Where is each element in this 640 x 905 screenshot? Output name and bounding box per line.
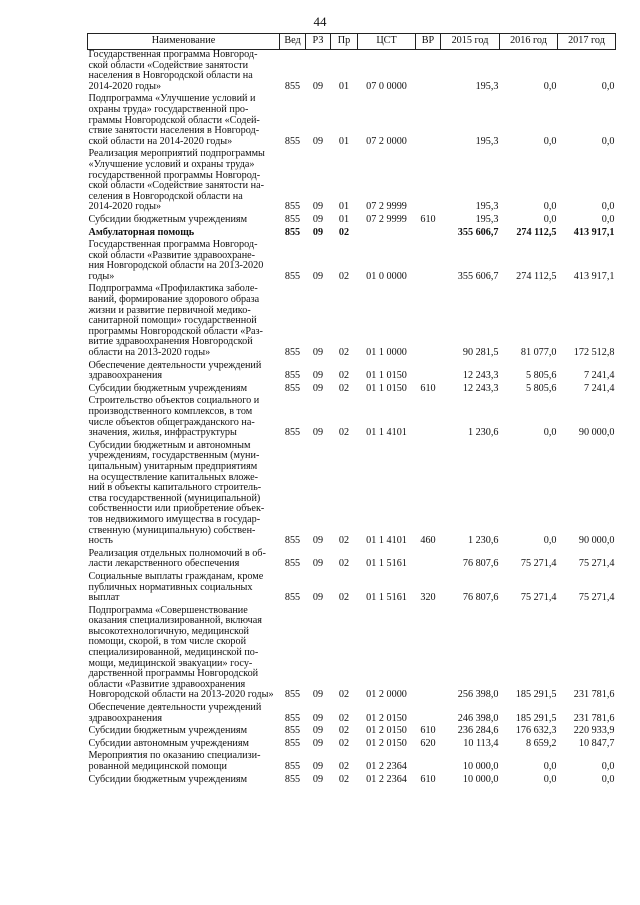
cell-pr: 02 bbox=[338, 535, 350, 547]
cell-ved: 855 bbox=[284, 558, 301, 570]
row-name-line: мощи, медицинской эвакуации» госу- bbox=[88, 657, 253, 669]
row-name bbox=[88, 751, 280, 774]
table-row bbox=[88, 361, 616, 384]
table-body bbox=[88, 50, 616, 788]
cell-pr: 02 bbox=[338, 370, 350, 382]
cell-vr: 620 bbox=[420, 737, 436, 749]
cell-y2016: 0,0 bbox=[543, 773, 557, 785]
cell-cst: 07 2 9999 bbox=[366, 213, 407, 225]
cell-vr bbox=[416, 50, 441, 95]
cell-ved: 855 bbox=[284, 773, 301, 785]
row-name-line: рованной медицинской помощи bbox=[88, 761, 227, 772]
row-name-line: числе объектов общегражданского на- bbox=[88, 416, 255, 428]
cell-y2017: 0,0 bbox=[601, 201, 615, 213]
row-name bbox=[88, 703, 280, 726]
row-name bbox=[88, 549, 280, 572]
cell-ved: 855 bbox=[284, 347, 301, 359]
cell-vr: 610 bbox=[420, 773, 436, 785]
table-row bbox=[88, 751, 616, 774]
row-name-line: Подпрограмма «Совершенствование bbox=[88, 604, 248, 616]
row-name-line: ской области «Содействие занятости на- bbox=[88, 180, 264, 192]
header-2015: 2015 год bbox=[441, 34, 500, 50]
cell-y2017: 75 271,4 bbox=[578, 558, 615, 570]
row-name-line: области «Развитие здравоохранения bbox=[88, 678, 246, 690]
row-name-line: Субсидии бюджетным учреждениям bbox=[88, 382, 248, 394]
cell-y2017: 0,0 bbox=[601, 135, 615, 147]
row-name-line: Обеспечение деятельности учреждений bbox=[88, 359, 262, 371]
table-row bbox=[88, 284, 616, 360]
row-name-line: витие здравоохранения Новгородской bbox=[88, 336, 253, 348]
cell-cst: 01 1 4101 bbox=[366, 427, 407, 439]
cell-cst: 01 1 0150 bbox=[366, 382, 407, 394]
cell-ved: 855 bbox=[284, 382, 301, 394]
cell-y2016: 274 112,5 bbox=[516, 226, 557, 238]
cell-vr: 460 bbox=[420, 535, 436, 547]
cell-y2017: 7 241,4 bbox=[583, 382, 615, 394]
cell-cst: 01 0 0000 bbox=[366, 270, 407, 282]
row-name bbox=[88, 396, 280, 440]
cell-vr: 610 bbox=[420, 725, 436, 737]
header-ved: Вед bbox=[280, 34, 306, 50]
header-vr: ВР bbox=[416, 34, 441, 50]
cell-ved: 855 bbox=[284, 270, 301, 282]
cell-y2015: 195,3 bbox=[475, 213, 499, 225]
cell-cst: 01 2 0150 bbox=[366, 737, 407, 749]
cell-pr: 02 bbox=[338, 270, 350, 282]
cell-vr bbox=[416, 703, 441, 726]
cell-cst: 01 2 2364 bbox=[366, 773, 407, 785]
table-row bbox=[88, 606, 616, 703]
row-name-line: ской области «Развитие здравоохране- bbox=[88, 249, 256, 261]
cell-y2015: 355 606,7 bbox=[457, 270, 499, 282]
cell-y2015: 195,3 bbox=[475, 80, 499, 92]
cell-y2015: 1 230,6 bbox=[467, 427, 499, 439]
cell-ved: 855 bbox=[284, 712, 301, 724]
cell-vr bbox=[416, 94, 441, 149]
cell-pr: 02 bbox=[338, 226, 350, 238]
cell-vr bbox=[416, 240, 441, 284]
row-name-line: Обеспечение деятельности учреждений bbox=[88, 702, 262, 714]
row-name-line: программы Новгородской области «Раз- bbox=[88, 325, 263, 337]
cell-cst: 01 2 0150 bbox=[366, 725, 407, 737]
cell-pr: 02 bbox=[338, 592, 350, 604]
cell-vr bbox=[416, 751, 441, 774]
cell-y2017: 7 241,4 bbox=[583, 370, 615, 382]
row-name-line: государственной программы Новгород- bbox=[88, 169, 261, 181]
row-name-line: Новгородской области на 2013-2020 годы» bbox=[88, 689, 274, 701]
row-name-line: специализированной, медицинской по- bbox=[88, 647, 259, 659]
table-header-row bbox=[88, 34, 616, 50]
table-row bbox=[88, 240, 616, 284]
cell-y2017: 0,0 bbox=[601, 773, 615, 785]
table-row bbox=[88, 215, 616, 228]
cell-y2016: 0,0 bbox=[543, 761, 557, 772]
cell-pr: 01 bbox=[338, 135, 350, 147]
row-name-line: оказания специализированной, включая bbox=[88, 615, 262, 627]
cell-cst: 01 1 4101 bbox=[366, 535, 407, 547]
row-name bbox=[88, 361, 280, 384]
cell-cst: 07 2 9999 bbox=[366, 201, 407, 213]
row-name-line: значения, жилья, инфраструктуры bbox=[88, 427, 237, 439]
table-row bbox=[88, 441, 616, 549]
cell-rz: 09 bbox=[312, 80, 324, 92]
row-name-line: ской области на 2014-2020 годы» bbox=[88, 135, 233, 147]
row-name-line: Субсидии автономным учреждениям bbox=[88, 737, 249, 749]
cell-y2015: 195,3 bbox=[475, 201, 499, 213]
row-name-line: ния Новгородской области на 2013-2020 bbox=[88, 260, 264, 272]
cell-vr: 320 bbox=[420, 592, 436, 604]
cell-pr: 02 bbox=[338, 761, 350, 772]
cell-y2016: 0,0 bbox=[543, 135, 557, 147]
row-name-line: ципальным) унитарным предприятиям bbox=[88, 460, 258, 472]
row-name bbox=[88, 572, 280, 606]
table-row bbox=[88, 549, 616, 572]
row-name-line: здравоохранения bbox=[88, 712, 163, 724]
cell-cst: 01 1 5161 bbox=[366, 558, 407, 570]
table-row bbox=[88, 572, 616, 606]
cell-rz: 09 bbox=[312, 592, 324, 604]
table-row bbox=[88, 149, 616, 215]
row-name bbox=[88, 284, 280, 360]
cell-rz: 09 bbox=[312, 427, 324, 439]
cell-vr bbox=[416, 606, 441, 703]
row-name-line: Подпрограмма «Улучшение условий и bbox=[88, 93, 256, 105]
header-2016: 2016 год bbox=[500, 34, 558, 50]
table-row bbox=[88, 94, 616, 149]
cell-rz: 09 bbox=[312, 535, 324, 547]
row-name-line: ность bbox=[88, 535, 113, 547]
cell-pr: 02 bbox=[338, 712, 350, 724]
table-row bbox=[88, 396, 616, 440]
cell-cst: 01 1 0150 bbox=[366, 370, 407, 382]
cell-rz: 09 bbox=[312, 558, 324, 570]
cell-ved: 855 bbox=[284, 427, 301, 439]
cell-y2015: 76 807,6 bbox=[462, 558, 499, 570]
row-name-line: 2014-2020 годы» bbox=[88, 201, 162, 213]
row-name-line: собственности или приобретение объек- bbox=[88, 503, 265, 515]
cell-y2016: 0,0 bbox=[543, 213, 557, 225]
row-name-line: селения в Новгородской области на bbox=[88, 190, 243, 202]
row-name-line: Амбулаторная помощь bbox=[88, 226, 195, 238]
cell-cst: 01 1 0000 bbox=[366, 347, 407, 359]
cell-rz: 09 bbox=[312, 382, 324, 394]
cell-rz: 09 bbox=[312, 773, 324, 785]
cell-y2016: 0,0 bbox=[543, 80, 557, 92]
cell-y2017: 75 271,4 bbox=[578, 592, 615, 604]
cell-y2016: 0,0 bbox=[543, 427, 557, 439]
cell-y2017: 220 933,9 bbox=[573, 725, 615, 737]
cell-y2016: 75 271,4 bbox=[520, 558, 557, 570]
cell-y2017: 231 781,6 bbox=[573, 689, 615, 701]
row-name bbox=[88, 94, 280, 149]
cell-cst: 07 2 0000 bbox=[366, 135, 407, 147]
row-name bbox=[88, 149, 280, 215]
cell-pr: 02 bbox=[338, 427, 350, 439]
header-pr: Пр bbox=[331, 34, 358, 50]
cell-vr: 610 bbox=[420, 213, 436, 225]
cell-cst: 01 2 0000 bbox=[366, 689, 407, 701]
cell-y2017: 0,0 bbox=[601, 213, 615, 225]
cell-cst: 01 1 5161 bbox=[366, 592, 407, 604]
row-name-line: Реализация отдельных полномочий в об- bbox=[88, 547, 266, 559]
row-name-line: ваний, формирование здорового образа bbox=[88, 294, 260, 306]
cell-y2015: 256 398,0 bbox=[457, 689, 499, 701]
cell-cst: 01 2 0150 bbox=[366, 712, 407, 724]
row-name-line: выплат bbox=[88, 592, 120, 604]
cell-pr: 02 bbox=[338, 382, 350, 394]
row-name-line: годы» bbox=[88, 270, 115, 282]
cell-ved: 855 bbox=[284, 135, 301, 147]
cell-rz: 09 bbox=[312, 737, 324, 749]
cell-y2015: 12 243,3 bbox=[462, 382, 499, 394]
cell-y2016: 5 805,6 bbox=[525, 382, 557, 394]
row-name bbox=[88, 775, 280, 788]
row-name-line: Государственная программа Новгород- bbox=[88, 239, 258, 251]
cell-ved: 855 bbox=[284, 592, 301, 604]
row-name-line: Подпрограмма «Профилактика заболе- bbox=[88, 283, 258, 295]
row-name-line: на осуществление капитальных вложе- bbox=[88, 471, 259, 483]
cell-y2015: 12 243,3 bbox=[462, 370, 499, 382]
table-row bbox=[88, 50, 616, 95]
row-name-line: дарственной программы Новгородской bbox=[88, 668, 259, 680]
cell-y2017: 0,0 bbox=[601, 80, 615, 92]
row-name-line: санитарной помощи» государственной bbox=[88, 315, 257, 327]
table-row bbox=[88, 775, 616, 788]
row-name-line: ства государственной (муниципальной) bbox=[88, 492, 261, 504]
cell-ved: 855 bbox=[284, 689, 301, 701]
cell-y2015: 10 000,0 bbox=[462, 773, 499, 785]
cell-vr bbox=[416, 284, 441, 360]
cell-y2017: 172 512,8 bbox=[573, 347, 615, 359]
page-number: 44 bbox=[313, 14, 327, 29]
cell-y2017: 90 000,0 bbox=[578, 427, 615, 439]
cell-y2017: 0,0 bbox=[601, 761, 615, 772]
cell-y2017: 413 917,1 bbox=[573, 270, 615, 282]
cell-y2015: 195,3 bbox=[475, 135, 499, 147]
row-name-line: ствие занятости населения в Новгород- bbox=[88, 125, 260, 137]
cell-y2016: 185 291,5 bbox=[515, 712, 557, 724]
cell-rz: 09 bbox=[312, 347, 324, 359]
row-name-line: Субсидии бюджетным и автономным bbox=[88, 439, 251, 451]
cell-y2016: 0,0 bbox=[543, 535, 557, 547]
header-2017: 2017 год bbox=[558, 34, 616, 50]
cell-ved: 855 bbox=[284, 213, 301, 225]
cell-y2017: 231 781,6 bbox=[573, 712, 615, 724]
cell-rz: 09 bbox=[312, 213, 324, 225]
row-name-line: «Улучшение условий и охраны труда» bbox=[88, 158, 255, 170]
row-name-line: здравоохранения bbox=[88, 370, 163, 382]
cell-y2015: 76 807,6 bbox=[462, 592, 499, 604]
cell-y2017: 10 847,7 bbox=[578, 737, 615, 749]
cell-vr bbox=[416, 149, 441, 215]
cell-pr: 02 bbox=[338, 689, 350, 701]
cell-rz: 09 bbox=[312, 370, 324, 382]
row-name-line: Социальные выплаты гражданам, кроме bbox=[88, 570, 264, 582]
cell-y2015: 1 230,6 bbox=[467, 535, 499, 547]
cell-ved: 855 bbox=[284, 226, 301, 238]
row-name-line: производственного комплексов, в том bbox=[88, 406, 253, 417]
cell-y2016: 8 659,2 bbox=[525, 737, 557, 749]
row-name-line: высокотехнологичную, медицинской bbox=[88, 625, 250, 637]
table-row bbox=[88, 703, 616, 726]
row-name-line: помощи, скорой, в том числе скорой bbox=[88, 636, 247, 648]
cell-pr: 02 bbox=[338, 737, 350, 749]
cell-pr: 02 bbox=[338, 558, 350, 570]
row-name bbox=[88, 606, 280, 703]
cell-y2015: 246 398,0 bbox=[457, 712, 499, 724]
cell-pr: 01 bbox=[338, 201, 350, 213]
row-name-line: Мероприятия по оказанию специализи- bbox=[88, 750, 261, 762]
cell-vr bbox=[416, 361, 441, 384]
cell-ved: 855 bbox=[284, 80, 301, 92]
row-name-line: Государственная программа Новгород- bbox=[88, 49, 258, 60]
cell-pr: 02 bbox=[338, 725, 350, 737]
row-name-line: граммы Новгородской области «Содей- bbox=[88, 114, 260, 126]
cell-y2016: 176 632,3 bbox=[515, 725, 557, 737]
header-name: Наименование bbox=[88, 34, 280, 50]
row-name-line: ласти лекарственного обеспечения bbox=[88, 558, 240, 570]
cell-vr bbox=[416, 396, 441, 440]
row-name-line: Реализация мероприятий подпрограммы bbox=[88, 148, 265, 160]
cell-ved: 855 bbox=[284, 725, 301, 737]
row-name bbox=[88, 441, 280, 549]
row-name bbox=[88, 726, 280, 739]
row-name-line: жизни и развитие первичной медико- bbox=[88, 304, 251, 316]
cell-vr bbox=[416, 549, 441, 572]
row-name-line: тов недвижимого имущества в государ- bbox=[88, 513, 261, 525]
cell-y2016: 274 112,5 bbox=[516, 270, 557, 282]
cell-rz: 09 bbox=[312, 761, 324, 772]
header-cst: ЦСТ bbox=[358, 34, 416, 50]
cell-rz: 09 bbox=[312, 712, 324, 724]
cell-y2015: 355 606,7 bbox=[457, 226, 499, 238]
cell-pr: 01 bbox=[338, 80, 350, 92]
cell-ved: 855 bbox=[284, 737, 301, 749]
cell-rz: 09 bbox=[312, 689, 324, 701]
row-name-line: Субсидии бюджетным учреждениям bbox=[88, 213, 248, 225]
row-name-line: населения в Новгородской области на bbox=[88, 70, 253, 82]
row-name-line: Субсидии бюджетным учреждениям bbox=[88, 725, 248, 737]
row-name-line: публичных нормативных социальных bbox=[88, 581, 253, 593]
cell-cst: 01 2 2364 bbox=[366, 761, 407, 772]
cell-y2016: 81 077,0 bbox=[520, 347, 557, 359]
row-name-line: ственную (муниципальную) собствен- bbox=[88, 524, 256, 536]
row-name-line: 2014-2020 годы» bbox=[88, 80, 162, 92]
row-name bbox=[88, 215, 280, 228]
cell-y2016: 5 805,6 bbox=[525, 370, 557, 382]
row-name bbox=[88, 50, 280, 95]
row-name-line: ской области «Содействие занятости bbox=[88, 59, 249, 71]
cell-pr: 01 bbox=[338, 213, 350, 225]
cell-rz: 09 bbox=[312, 725, 324, 737]
cell-rz: 09 bbox=[312, 226, 324, 238]
table-row bbox=[88, 726, 616, 739]
cell-y2016: 185 291,5 bbox=[515, 689, 557, 701]
cell-pr: 02 bbox=[338, 347, 350, 359]
cell-ved: 855 bbox=[284, 761, 301, 772]
cell-rz: 09 bbox=[312, 135, 324, 147]
cell-cst: 07 0 0000 bbox=[366, 80, 407, 92]
cell-pr: 02 bbox=[338, 773, 350, 785]
cell-ved: 855 bbox=[284, 370, 301, 382]
row-name-line: ний в объекты капитального строитель- bbox=[88, 482, 262, 494]
cell-y2017: 90 000,0 bbox=[578, 535, 615, 547]
cell-y2015: 90 281,5 bbox=[462, 347, 499, 359]
cell-vr bbox=[416, 228, 441, 241]
row-name bbox=[88, 240, 280, 284]
cell-rz: 09 bbox=[312, 201, 324, 213]
row-name-line: Субсидии бюджетным учреждениям bbox=[88, 773, 248, 785]
cell-y2016: 0,0 bbox=[543, 201, 557, 213]
cell-y2015: 10 113,4 bbox=[463, 737, 499, 749]
cell-ved: 855 bbox=[284, 535, 301, 547]
cell-y2015: 10 000,0 bbox=[462, 761, 499, 772]
cell-y2015: 236 284,6 bbox=[457, 725, 499, 737]
cell-cst bbox=[358, 228, 416, 241]
cell-y2017: 413 917,1 bbox=[573, 226, 615, 238]
cell-ved: 855 bbox=[284, 201, 301, 213]
row-name-line: учреждениям, государственным (муни- bbox=[88, 450, 260, 462]
cell-y2016: 75 271,4 bbox=[520, 592, 557, 604]
row-name-line: области на 2013-2020 годы» bbox=[88, 347, 211, 359]
header-rz: РЗ bbox=[306, 34, 331, 50]
cell-rz: 09 bbox=[312, 270, 324, 282]
row-name-line: Строительство объектов социального и bbox=[88, 395, 260, 407]
budget-table bbox=[87, 33, 616, 787]
cell-vr: 610 bbox=[420, 382, 436, 394]
row-name-line: охраны труда» государственной про- bbox=[88, 103, 249, 115]
